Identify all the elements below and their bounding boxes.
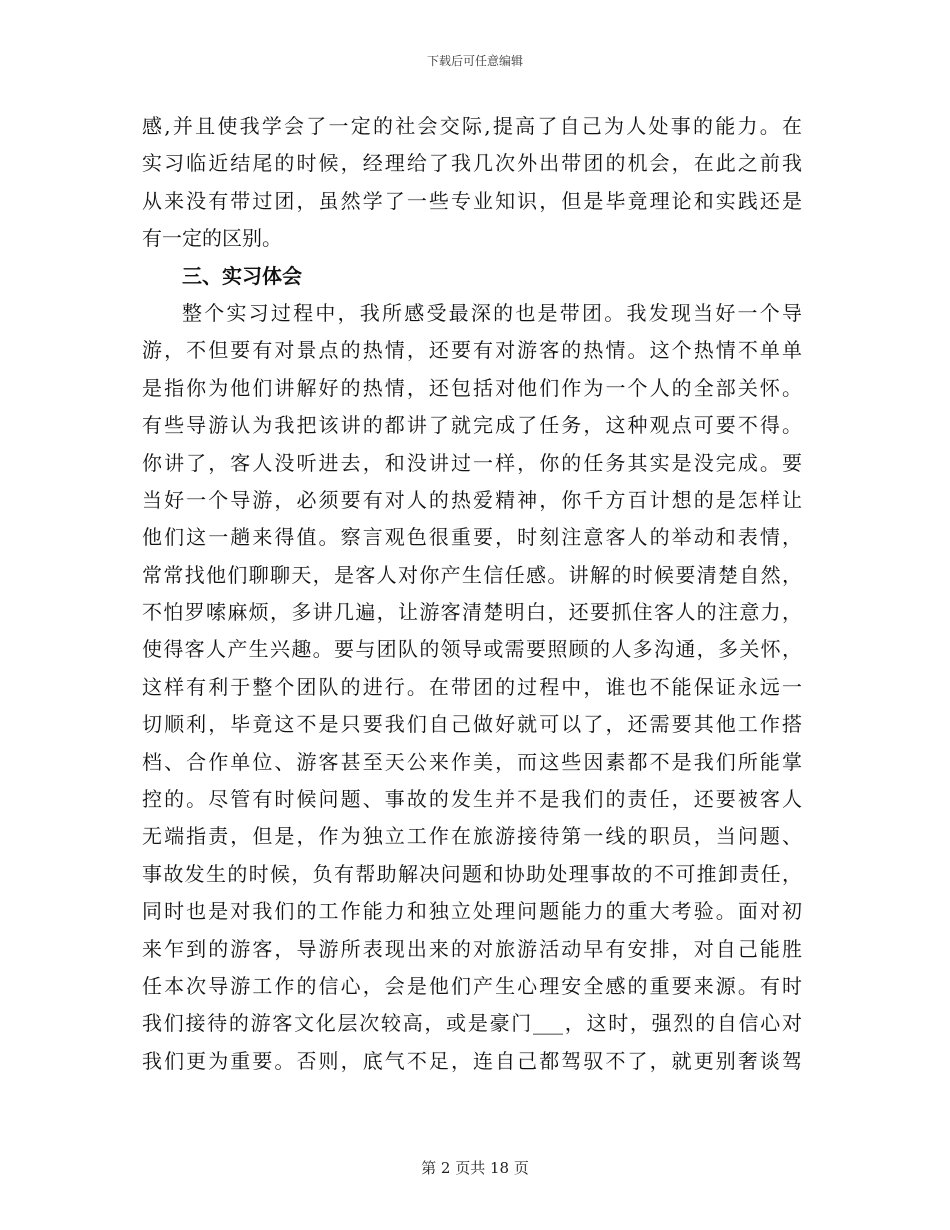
text-line: 是指你为他们讲解好的热情，还包括对他们作为一个人的全部关怀。 bbox=[142, 375, 802, 400]
text-line: 实习临近结尾的时候，经理给了我几次外出带团的机会，在此之前我 bbox=[142, 151, 802, 176]
text-line: 感,并且使我学会了一定的社会交际,提高了自己为人处事的能力。在 bbox=[142, 114, 802, 138]
text-line: 当好一个导游，必须要有对人的热爱精神，你千方百计想的是怎样让 bbox=[142, 487, 802, 512]
text-line: 有一定的区别。 bbox=[142, 226, 282, 251]
text-line: 同时也是对我们的工作能力和独立处理问题能力的重大考验。面对初 bbox=[142, 899, 802, 924]
body-text bbox=[142, 108, 802, 1080]
text-line: 切顺利，毕竟这不是只要我们自己做好就可以了，还需要其他工作搭 bbox=[142, 712, 802, 737]
text-line: 我们更为重要。否则，底气不足，连自己都驾驭不了，就更别奢谈驾 bbox=[142, 1048, 802, 1073]
text-line: 无端指责，但是，作为独立工作在旅游接待第一线的职员，当问题、 bbox=[142, 824, 802, 849]
text-line: 档、合作单位、游客甚至天公来作美，而这些因素都不是我们所能掌 bbox=[142, 749, 802, 774]
page-header: 下载后可任意编辑 bbox=[426, 54, 523, 68]
text-line: 这样有利于整个团队的进行。在带团的过程中，谁也不能保证永远一 bbox=[142, 674, 802, 699]
text-line: 使得客人产生兴趣。要与团队的领导或需要照顾的人多沟通，多关怀， bbox=[142, 637, 802, 662]
text-line: 我们接待的游客文化层次较高，或是豪门___，这时，强烈的自信心对 bbox=[142, 1011, 802, 1036]
text-line: 控的。尽管有时候问题、事故的发生并不是我们的责任，还要被客人 bbox=[142, 787, 802, 812]
text-line: 不怕罗嗦麻烦，多讲几遍，让游客清楚明白，还要抓住客人的注意力， bbox=[142, 600, 802, 625]
text-line: 他们这一趟来得值。察言观色很重要，时刻注意客人的举动和表情， bbox=[142, 525, 802, 550]
text-line: 整个实习过程中，我所感受最深的也是带团。我发现当好一个导 bbox=[182, 300, 802, 325]
section-heading: 三、实习体会 bbox=[182, 263, 302, 288]
text-line: 来乍到的游客，导游所表现出来的对旅游活动早有安排，对自己能胜 bbox=[142, 936, 802, 961]
text-line: 从来没有带过团，虽然学了一些专业知识，但是毕竟理论和实践还是 bbox=[142, 188, 802, 213]
text-line: 事故发生的时候，负有帮助解决问题和协助处理事故的不可推卸责任， bbox=[142, 861, 802, 886]
text-line: 有些导游认为我把该讲的都讲了就完成了任务，这种观点可要不得。 bbox=[142, 413, 802, 438]
text-line: 你讲了，客人没听进去，和没讲过一样，你的任务其实是没完成。要 bbox=[142, 450, 802, 475]
page-footer: 第 2 页共 18 页 bbox=[421, 1159, 529, 1177]
text-line: 任本次导游工作的信心，会是他们产生心理安全感的重要来源。有时 bbox=[142, 973, 802, 998]
text-line: 游，不但要有对景点的热情，还要有对游客的热情。这个热情不单单 bbox=[142, 338, 802, 363]
text-line: 常常找他们聊聊天，是客人对你产生信任感。讲解的时候要清楚自然， bbox=[142, 562, 802, 587]
